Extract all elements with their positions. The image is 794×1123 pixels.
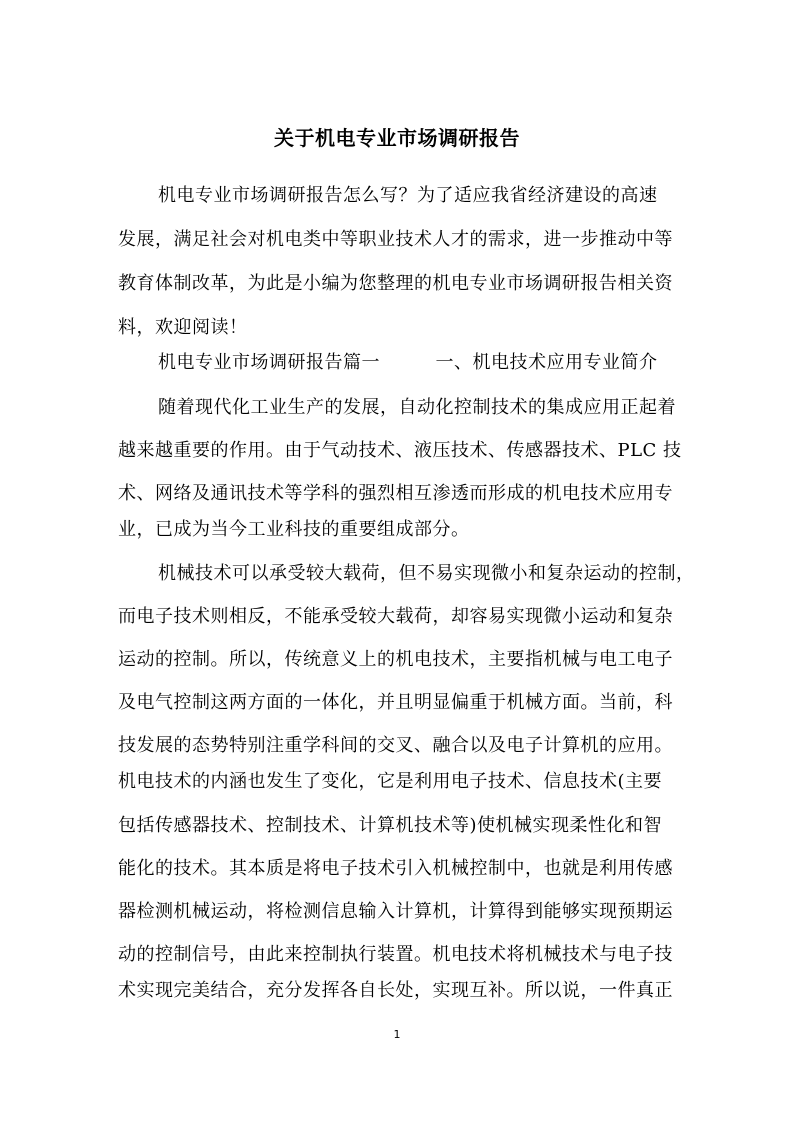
- page-number: 1: [393, 1028, 401, 1041]
- text-line: 机电技术的内涵也发生了变化，它是利用电子技术、信息技术(主要: [118, 771, 663, 792]
- text-line: 发展，满足社会对机电类中等职业技术人才的需求，进一步推动中等: [118, 229, 673, 250]
- text-line: 技发展的态势特别注重学科间的交叉、融合以及电子计算机的应用。: [118, 735, 673, 756]
- text-line: 机电专业市场调研报告怎么写？为了适应我省经济建设的高速: [158, 185, 658, 206]
- text-line: 器检测机械运动，将检测信息输入计算机，计算得到能够实现预期运: [118, 901, 673, 922]
- text-line: 及电气控制这两方面的一体化，并且明显偏重于机械方面。当前，科: [118, 692, 673, 713]
- text-line: 动的控制信号，由此来控制执行装置。机电技术将机械技术与电子技: [118, 944, 673, 965]
- document-title: 关于机电专业市场调研报告: [274, 126, 520, 150]
- text-line: 随着现代化工业生产的发展，自动化控制技术的集成应用正起着: [158, 397, 676, 418]
- text-line: 术实现完美结合，充分发挥各自长处，实现互补。所以说，一件真正: [118, 980, 673, 1001]
- text-line: 机械技术可以承受较大载荷，但不易实现微小和复杂运动的控制，: [158, 563, 695, 584]
- text-line: 运动的控制。所以，传统意义上的机电技术，主要指机械与电工电子: [118, 649, 673, 670]
- text-line: 教育体制改革，为此是小编为您整理的机电专业市场调研报告相关资: [118, 273, 673, 294]
- text-line: 包括传感器技术、控制技术、计算机技术等)使机械实现柔性化和智: [118, 815, 663, 836]
- text-line: 料，欢迎阅读！: [118, 317, 248, 338]
- text-line: 业，已成为当今工业科技的重要组成部分。: [118, 519, 470, 540]
- text-line: 越来越重要的作用。由于气动技术、液压技术、传感器技术、PLC 技: [118, 440, 682, 461]
- text-line: 而电子技术则相反，不能承受较大载荷，却容易实现微小运动和复杂: [118, 606, 673, 627]
- text-line: 机电专业市场调研报告篇一 一、机电技术应用专业简介: [158, 352, 658, 373]
- text-line: 术、网络及通讯技术等学科的强烈相互渗透而形成的机电技术应用专: [118, 483, 673, 504]
- text-line: 能化的技术。其本质是将电子技术引入机械控制中，也就是利用传感: [118, 858, 673, 879]
